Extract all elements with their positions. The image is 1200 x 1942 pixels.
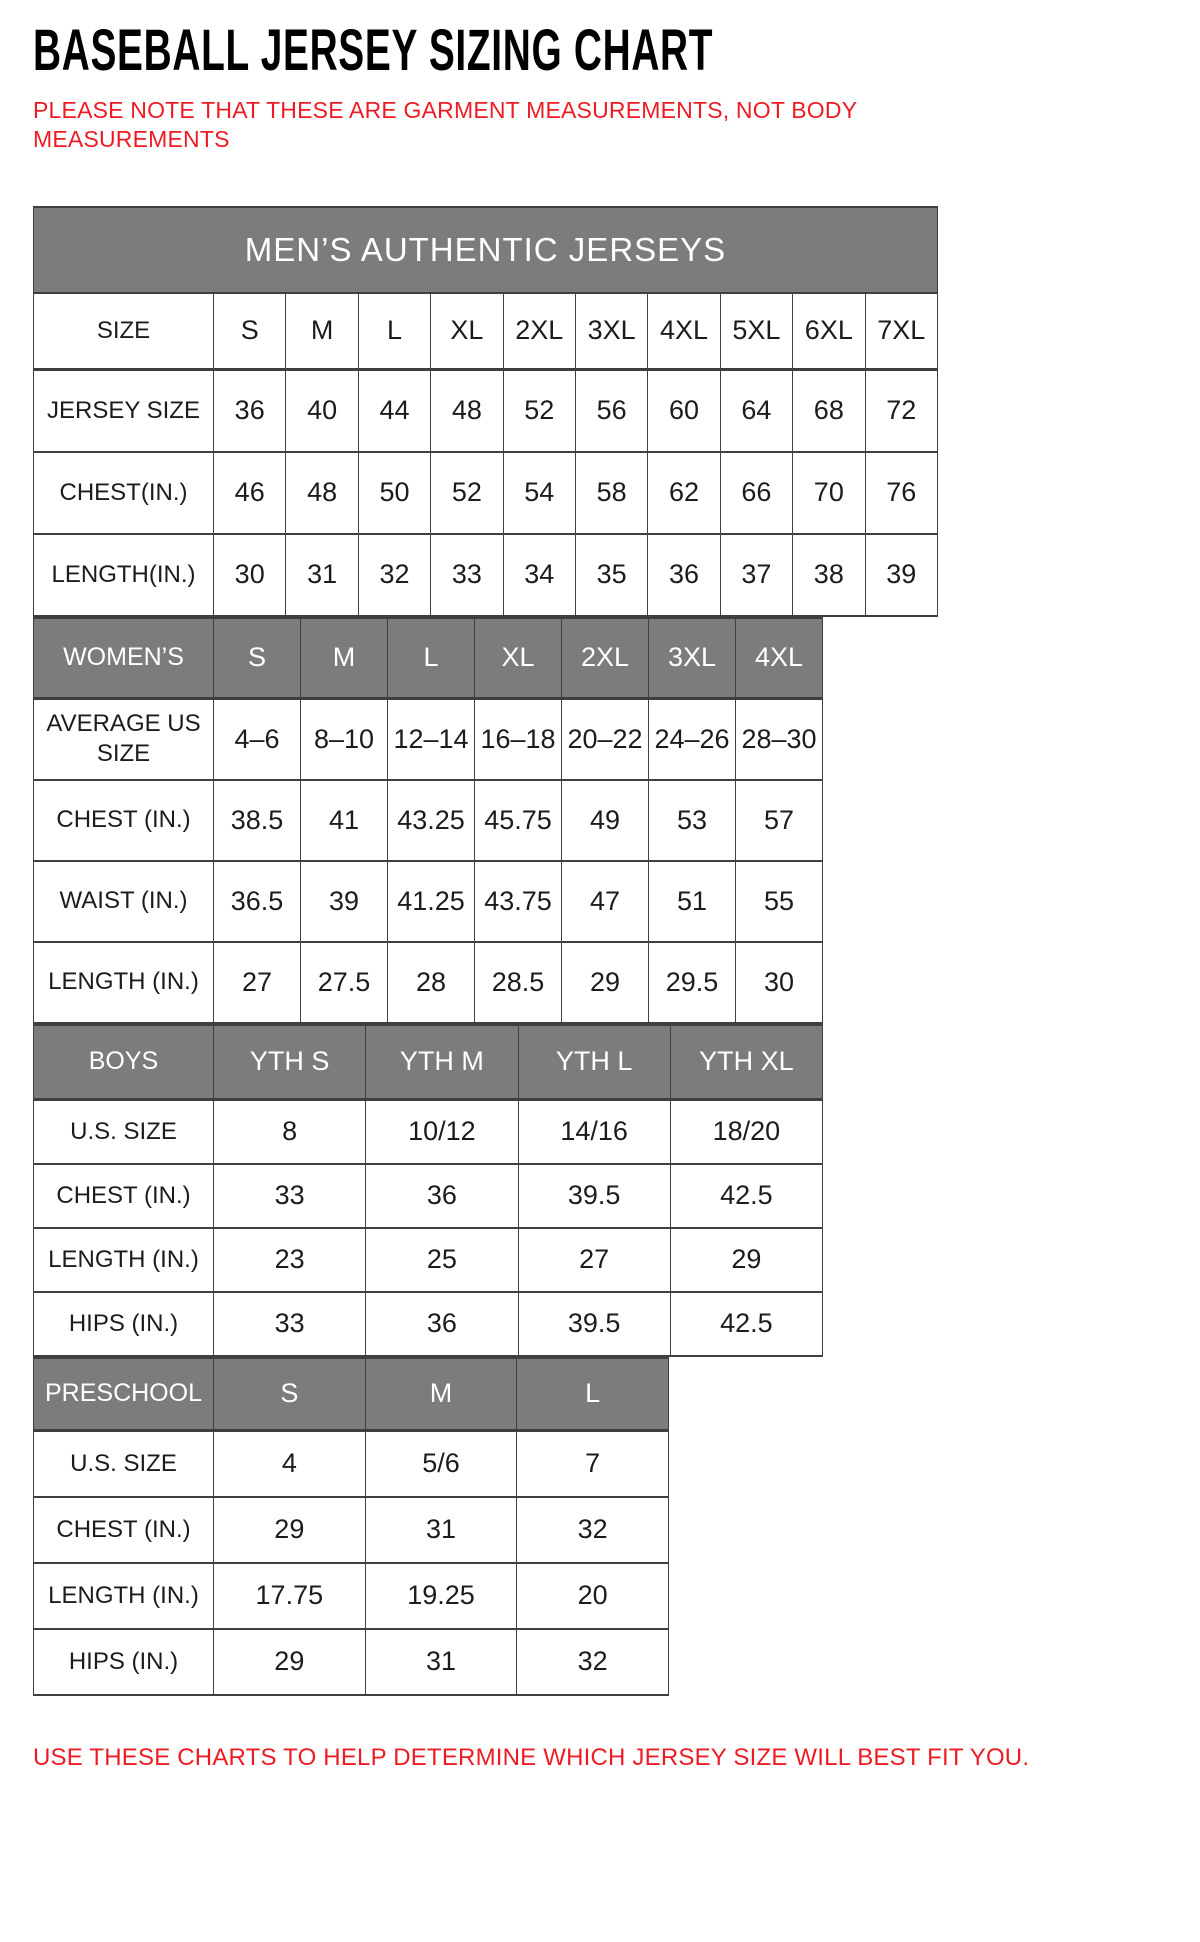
preschool-value-cell: 31 xyxy=(365,1629,517,1695)
mens-table-row xyxy=(34,369,938,452)
boys-size-table xyxy=(33,1024,823,1357)
boys-row-label: U.S. SIZE xyxy=(34,1099,214,1164)
mens-row-label: CHEST(IN.) xyxy=(34,452,214,534)
boys-table-row xyxy=(34,1099,823,1164)
womens-value-cell: 27.5 xyxy=(301,942,388,1023)
mens-table-row xyxy=(34,452,938,534)
mens-value-cell: 37 xyxy=(720,534,792,616)
mens-value-cell: 35 xyxy=(575,534,647,616)
boys-row-label: LENGTH (IN.) xyxy=(34,1228,214,1292)
mens-size-table xyxy=(33,206,938,617)
boys-value-cell: 36 xyxy=(366,1164,518,1228)
womens-table-section xyxy=(33,617,1167,1024)
mens-title-row xyxy=(34,207,938,293)
mens-col-header: XL xyxy=(431,293,503,370)
womens-value-cell: 43.75 xyxy=(475,861,562,942)
mens-value-cell: 60 xyxy=(648,369,720,452)
garment-measurements-note: PLEASE NOTE THAT THESE ARE GARMENT MEASUREMENTS, NOT BODY MEASUREMENTS xyxy=(33,97,857,152)
boys-table-row xyxy=(34,1228,823,1292)
womens-value-cell: 24–26 xyxy=(649,698,736,780)
womens-table-row xyxy=(34,861,823,942)
preschool-value-cell: 17.75 xyxy=(214,1563,366,1629)
mens-header-label: SIZE xyxy=(34,293,214,370)
boys-value-cell: 33 xyxy=(214,1164,366,1228)
mens-value-cell: 76 xyxy=(865,452,937,534)
mens-value-cell: 39 xyxy=(865,534,937,616)
preschool-value-cell: 31 xyxy=(365,1497,517,1563)
boys-value-cell: 33 xyxy=(214,1292,366,1356)
preschool-size-table xyxy=(33,1357,669,1696)
womens-value-cell: 55 xyxy=(736,861,823,942)
mens-value-cell: 46 xyxy=(214,452,286,534)
mens-value-cell: 68 xyxy=(793,369,865,452)
preschool-value-cell: 29 xyxy=(214,1629,366,1695)
preschool-col-header: S xyxy=(214,1358,366,1431)
boys-table-row xyxy=(34,1164,823,1228)
boys-value-cell: 27 xyxy=(518,1228,670,1292)
womens-row-label: AVERAGE US SIZE xyxy=(34,698,214,780)
mens-value-cell: 36 xyxy=(214,369,286,452)
mens-value-cell: 62 xyxy=(648,452,720,534)
mens-value-cell: 32 xyxy=(358,534,430,616)
womens-col-header: M xyxy=(301,618,388,699)
boys-value-cell: 42.5 xyxy=(670,1164,822,1228)
mens-value-cell: 52 xyxy=(431,452,503,534)
mens-col-header: 4XL xyxy=(648,293,720,370)
mens-value-cell: 34 xyxy=(503,534,575,616)
womens-col-header: 3XL xyxy=(649,618,736,699)
womens-col-header: S xyxy=(214,618,301,699)
womens-value-cell: 41.25 xyxy=(388,861,475,942)
mens-col-header: L xyxy=(358,293,430,370)
womens-value-cell: 28.5 xyxy=(475,942,562,1023)
mens-value-cell: 33 xyxy=(431,534,503,616)
womens-value-cell: 47 xyxy=(562,861,649,942)
mens-row-label: LENGTH(IN.) xyxy=(34,534,214,616)
preschool-table-row xyxy=(34,1497,669,1563)
mens-value-cell: 48 xyxy=(286,452,358,534)
preschool-row-label: HIPS (IN.) xyxy=(34,1629,214,1695)
womens-value-cell: 29 xyxy=(562,942,649,1023)
womens-value-cell: 28 xyxy=(388,942,475,1023)
preschool-header-label: PRESCHOOL xyxy=(34,1358,214,1431)
preschool-value-cell: 20 xyxy=(517,1563,669,1629)
preschool-col-header: M xyxy=(365,1358,517,1431)
boys-header-row xyxy=(34,1025,823,1100)
womens-table-row xyxy=(34,698,823,780)
womens-value-cell: 4–6 xyxy=(214,698,301,780)
boys-value-cell: 23 xyxy=(214,1228,366,1292)
boys-value-cell: 8 xyxy=(214,1099,366,1164)
womens-value-cell: 16–18 xyxy=(475,698,562,780)
preschool-value-cell: 4 xyxy=(214,1430,366,1497)
womens-row-label: CHEST (IN.) xyxy=(34,780,214,861)
boys-value-cell: 39.5 xyxy=(518,1292,670,1356)
womens-value-cell: 27 xyxy=(214,942,301,1023)
mens-table-row xyxy=(34,534,938,616)
preschool-value-cell: 29 xyxy=(214,1497,366,1563)
preschool-row-label: LENGTH (IN.) xyxy=(34,1563,214,1629)
preschool-row-label: U.S. SIZE xyxy=(34,1430,214,1497)
womens-value-cell: 53 xyxy=(649,780,736,861)
boys-table-section xyxy=(33,1024,1167,1357)
preschool-table-row xyxy=(34,1430,669,1497)
mens-col-header: 5XL xyxy=(720,293,792,370)
mens-value-cell: 44 xyxy=(358,369,430,452)
womens-value-cell: 20–22 xyxy=(562,698,649,780)
womens-row-label: WAIST (IN.) xyxy=(34,861,214,942)
boys-col-header: YTH S xyxy=(214,1025,366,1100)
womens-value-cell: 49 xyxy=(562,780,649,861)
mens-value-cell: 54 xyxy=(503,452,575,534)
mens-col-header: 3XL xyxy=(575,293,647,370)
mens-row-label: JERSEY SIZE xyxy=(34,369,214,452)
boys-value-cell: 42.5 xyxy=(670,1292,822,1356)
womens-row-label: LENGTH (IN.) xyxy=(34,942,214,1023)
mens-value-cell: 72 xyxy=(865,369,937,452)
boys-value-cell: 25 xyxy=(366,1228,518,1292)
womens-value-cell: 8–10 xyxy=(301,698,388,780)
boys-value-cell: 14/16 xyxy=(518,1099,670,1164)
boys-value-cell: 39.5 xyxy=(518,1164,670,1228)
mens-value-cell: 50 xyxy=(358,452,430,534)
womens-value-cell: 38.5 xyxy=(214,780,301,861)
womens-value-cell: 41 xyxy=(301,780,388,861)
mens-value-cell: 36 xyxy=(648,534,720,616)
boys-value-cell: 18/20 xyxy=(670,1099,822,1164)
mens-col-header: 2XL xyxy=(503,293,575,370)
womens-value-cell: 51 xyxy=(649,861,736,942)
preschool-row-label: CHEST (IN.) xyxy=(34,1497,214,1563)
mens-value-cell: 58 xyxy=(575,452,647,534)
boys-value-cell: 36 xyxy=(366,1292,518,1356)
mens-col-header: 6XL xyxy=(793,293,865,370)
womens-col-header: 4XL xyxy=(736,618,823,699)
womens-col-header: XL xyxy=(475,618,562,699)
womens-header-label: WOMEN’S xyxy=(34,618,214,699)
boys-value-cell: 29 xyxy=(670,1228,822,1292)
boys-table-row xyxy=(34,1292,823,1356)
mens-col-header: M xyxy=(286,293,358,370)
mens-value-cell: 66 xyxy=(720,452,792,534)
womens-value-cell: 45.75 xyxy=(475,780,562,861)
womens-value-cell: 28–30 xyxy=(736,698,823,780)
womens-header-row xyxy=(34,618,823,699)
preschool-value-cell: 32 xyxy=(517,1629,669,1695)
boys-col-header: YTH L xyxy=(518,1025,670,1100)
preschool-value-cell: 7 xyxy=(517,1430,669,1497)
boys-value-cell: 10/12 xyxy=(366,1099,518,1164)
preschool-header-row xyxy=(34,1358,669,1431)
mens-value-cell: 48 xyxy=(431,369,503,452)
womens-table-row xyxy=(34,942,823,1023)
womens-value-cell: 36.5 xyxy=(214,861,301,942)
womens-table-row xyxy=(34,780,823,861)
preschool-value-cell: 5/6 xyxy=(365,1430,517,1497)
mens-value-cell: 52 xyxy=(503,369,575,452)
mens-value-cell: 31 xyxy=(286,534,358,616)
mens-value-cell: 30 xyxy=(214,534,286,616)
mens-value-cell: 70 xyxy=(793,452,865,534)
boys-header-label: BOYS xyxy=(34,1025,214,1100)
preschool-table-section xyxy=(33,1357,1167,1696)
preschool-value-cell: 19.25 xyxy=(365,1563,517,1629)
womens-value-cell: 39 xyxy=(301,861,388,942)
boys-row-label: CHEST (IN.) xyxy=(34,1164,214,1228)
womens-col-header: 2XL xyxy=(562,618,649,699)
mens-table-section xyxy=(33,206,1167,617)
mens-value-cell: 40 xyxy=(286,369,358,452)
mens-value-cell: 38 xyxy=(793,534,865,616)
womens-size-table xyxy=(33,617,823,1024)
preschool-value-cell: 32 xyxy=(517,1497,669,1563)
boys-col-header: YTH XL xyxy=(670,1025,822,1100)
boys-col-header: YTH M xyxy=(366,1025,518,1100)
boys-row-label: HIPS (IN.) xyxy=(34,1292,214,1356)
womens-value-cell: 43.25 xyxy=(388,780,475,861)
womens-value-cell: 57 xyxy=(736,780,823,861)
preschool-col-header: L xyxy=(517,1358,669,1431)
mens-header-row xyxy=(34,293,938,370)
page-title: BASEBALL JERSEY SIZING CHART xyxy=(33,18,714,83)
womens-value-cell: 29.5 xyxy=(649,942,736,1023)
womens-value-cell: 30 xyxy=(736,942,823,1023)
mens-col-header: 7XL xyxy=(865,293,937,370)
womens-value-cell: 12–14 xyxy=(388,698,475,780)
preschool-table-row xyxy=(34,1629,669,1695)
mens-value-cell: 64 xyxy=(720,369,792,452)
womens-col-header: L xyxy=(388,618,475,699)
mens-value-cell: 56 xyxy=(575,369,647,452)
mens-col-header: S xyxy=(214,293,286,370)
fit-advice-note: USE THESE CHARTS TO HELP DETERMINE WHICH JERSEY SIZE WILL BEST FIT YOU. xyxy=(33,1743,1030,1771)
mens-table-title: MEN’S AUTHENTIC JERSEYS xyxy=(34,207,938,293)
preschool-table-row xyxy=(34,1563,669,1629)
